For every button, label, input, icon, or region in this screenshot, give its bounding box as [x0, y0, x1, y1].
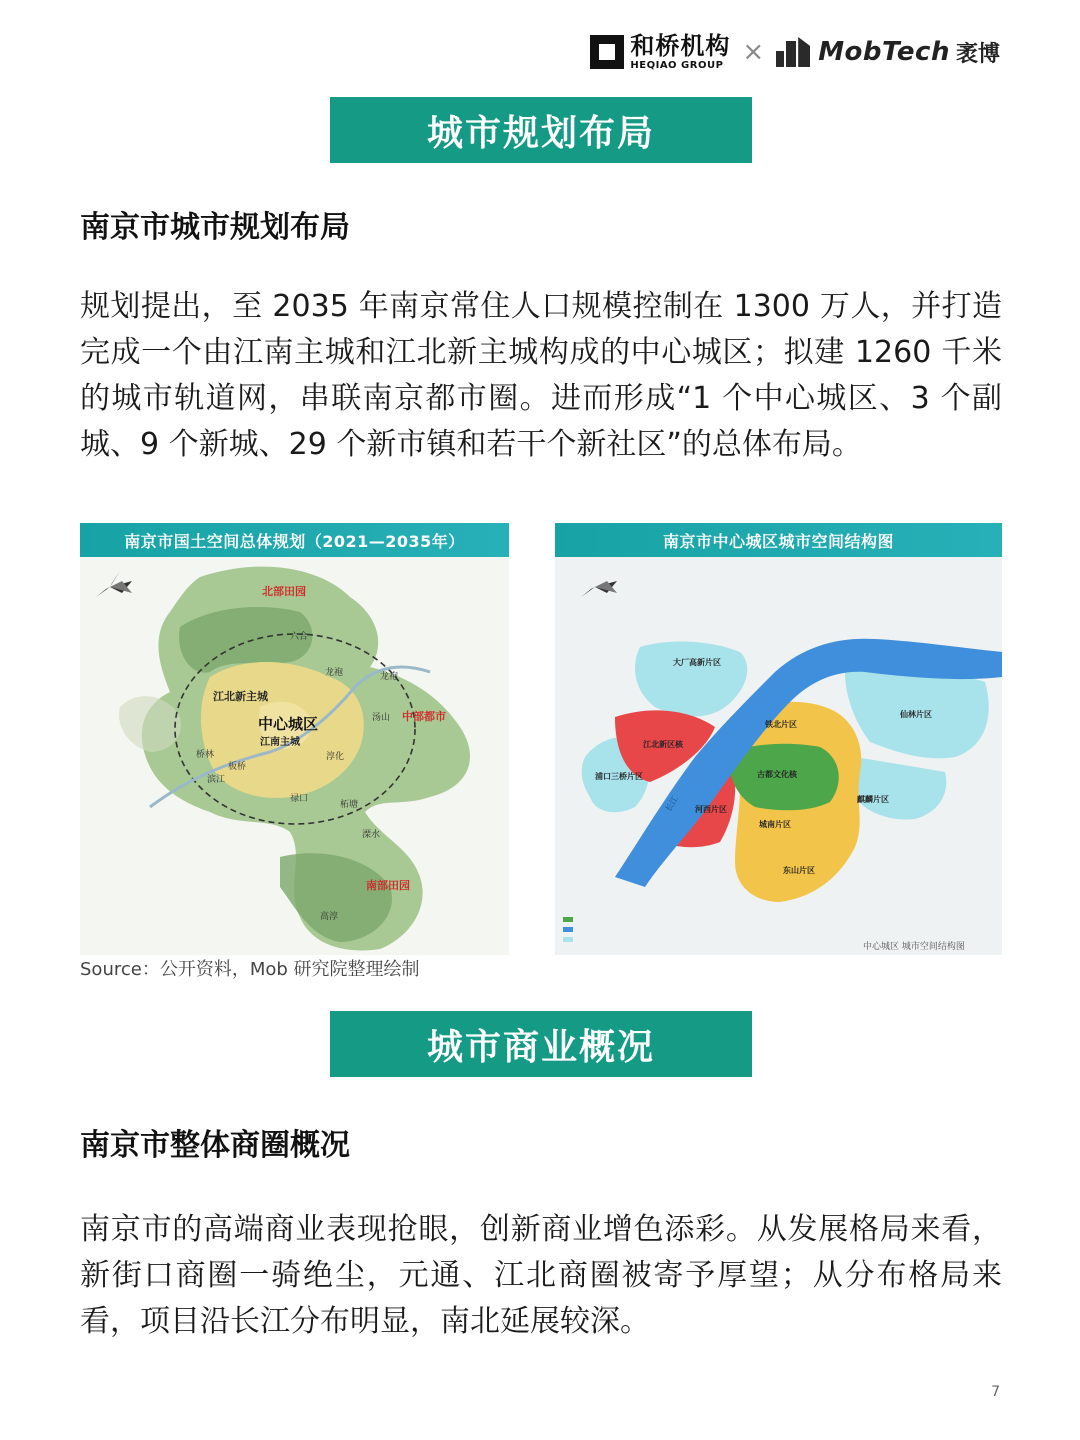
svg-text:高淳: 高淳	[320, 912, 339, 922]
section-banner-planning: 城市规划布局	[330, 97, 752, 163]
svg-text:禄口: 禄口	[290, 794, 309, 804]
svg-text:东山片区: 东山片区	[783, 866, 815, 875]
heqiao-logo-cn: 和桥机构	[630, 31, 731, 60]
mobtech-logo	[776, 37, 1000, 68]
svg-text:桥林: 桥林	[196, 750, 215, 760]
page-number: 7	[991, 1384, 1000, 1400]
svg-text:南部田园: 南部田园	[366, 879, 410, 892]
svg-text:滨江: 滨江	[207, 775, 226, 785]
map-right-title: 南京市中心城区城市空间结构图	[555, 523, 1002, 557]
svg-text:淳化: 淳化	[326, 752, 345, 762]
svg-text:仙林片区: 仙林片区	[900, 710, 932, 719]
mobtech-logo-cn: 袤博	[955, 41, 1000, 67]
mobtech-logo-mark-icon	[776, 37, 812, 67]
svg-text:中心城区: 中心城区	[258, 715, 319, 733]
svg-text:河西片区: 河西片区	[695, 805, 727, 814]
svg-text:城南片区: 城南片区	[759, 820, 791, 829]
header-logos	[590, 30, 1000, 74]
svg-text:板桥: 板桥	[228, 762, 247, 772]
svg-text:长江: 长江	[663, 794, 680, 813]
svg-text:中部都市: 中部都市	[402, 710, 446, 723]
section-banner-commerce: 城市商业概况	[330, 1011, 752, 1077]
section-heading-commerce: 南京市整体商圈概况	[80, 1128, 350, 1163]
svg-text:江北新主城: 江北新主城	[213, 690, 268, 703]
section-paragraph-planning: 规划提出，至 2035 年南京常住人口规模控制在 1300 万人，并打造完成一个由江南主城和江北新主城构成的中心城区；拟建 1260 千米的城市轨道网，串联南京都市圈。进而形成“1 个中心城区、3 个副城、9 个新城、29 个新市镇和若干个新社区”的总体布局。	[80, 289, 1002, 462]
heqiao-logo-en: HEQIAO GROUP	[630, 59, 724, 71]
map-left-label: 北部田园	[262, 585, 306, 598]
svg-text:江南主城: 江南主城	[260, 737, 300, 748]
mobtech-logo-en: MobTech	[818, 37, 950, 67]
section-paragraph-commerce: 南京市的高端商业表现抢眼，创新商业增色添彩。从发展格局来看，新街口商圈一骑绝尘，元通、江北商圈被寄予厚望；从分布格局来看，项目沿长江分布明显，南北延展较深。	[80, 1212, 1002, 1339]
svg-text:浦口三桥片区: 浦口三桥片区	[595, 772, 643, 781]
svg-text:六合: 六合	[290, 632, 309, 642]
svg-text:麒麟片区: 麒麟片区	[857, 795, 889, 804]
map-central-structure	[555, 523, 1002, 955]
svg-text:江北新区核: 江北新区核	[643, 740, 683, 749]
heqiao-logo-mark-icon	[590, 35, 624, 69]
map-left-title: 南京市国土空间总体规划（2021—2035年）	[80, 523, 509, 557]
map-right-graphic	[555, 557, 1002, 955]
svg-text:柘塘: 柘塘	[340, 800, 359, 810]
logo-separator: ×	[742, 37, 765, 67]
svg-text:溧水: 溧水	[362, 830, 381, 840]
map-left-graphic	[80, 557, 509, 955]
svg-text:大厂高新片区: 大厂高新片区	[673, 658, 721, 667]
svg-text:龙袍: 龙袍	[380, 672, 399, 682]
heqiao-logo	[590, 31, 731, 71]
svg-text:古都文化核: 古都文化核	[757, 770, 797, 779]
map-right-caption: 中心城区 城市空间结构图	[863, 942, 965, 952]
section-heading-planning: 南京市城市规划布局	[80, 210, 350, 245]
map-territorial-plan	[80, 523, 509, 955]
source-note: Source：公开资料，Mob 研究院整理绘制	[80, 959, 420, 980]
svg-text:龙袍: 龙袍	[325, 668, 344, 678]
svg-text:铁北片区: 铁北片区	[765, 720, 797, 729]
svg-text:汤山: 汤山	[372, 713, 391, 723]
